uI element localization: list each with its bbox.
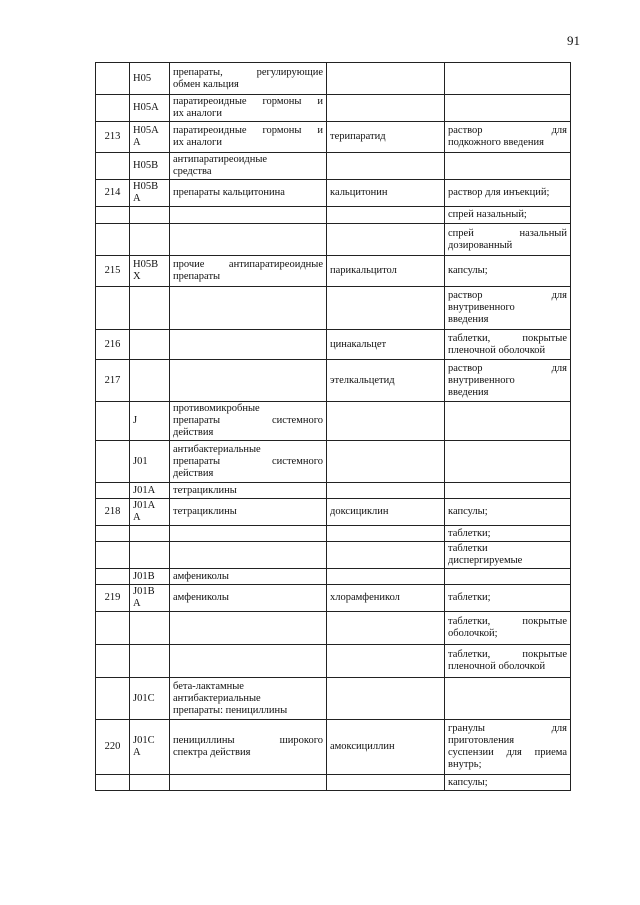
row-number-cell: 216 [96,330,130,360]
table-row [96,542,571,569]
inn-cell: доксициклин [327,499,445,526]
row-number-cell: 218 [96,499,130,526]
row-number-cell: 220 [96,720,130,775]
row-number-cell [96,569,130,585]
row-number-cell [96,526,130,542]
inn-cell [327,441,445,483]
atc-group-cell [170,720,327,775]
cell-line: препараты, регулирующие [173,66,323,78]
atc-code-cell [130,483,170,499]
table-row [96,775,571,791]
dosage-form-cell [445,775,571,791]
cell-line: H05A [133,102,159,113]
cell-line: антипаратиреоидные [173,154,268,165]
atc-code-cell [130,775,170,791]
cell-line: A [133,512,141,523]
row-number-cell [96,63,130,95]
row-number-cell: 217 [96,360,130,402]
atc-code-cell [130,207,170,224]
dosage-form-cell [445,330,571,360]
cell-line: таблетки [448,543,488,554]
cell-line: диспергируемые [448,555,523,566]
cell-line: J01 [133,455,148,467]
atc-code-cell [130,180,170,207]
inn-cell [327,287,445,330]
inn-cell [327,775,445,791]
inn-cell [327,569,445,585]
inn-cell [327,542,445,569]
atc-group-cell [170,612,327,645]
inn-cell [327,153,445,180]
cell-line: амфениколы [173,592,229,603]
cell-line: таблетки; [448,592,491,603]
cell-line: пенициллины широкого [173,735,323,746]
dosage-form-cell [445,499,571,526]
cell-line: спектра действия [173,747,251,758]
cell-line: таблетки, покрытые [448,332,567,344]
row-number-cell [96,645,130,678]
cell-line: действия [173,427,214,438]
row-number-cell [96,483,130,499]
dosage-form-cell [445,585,571,612]
cell-line: внутривенного [448,374,515,386]
table-row [96,441,571,483]
cell-line: раствор для [448,125,567,136]
atc-group-cell [170,499,327,526]
table-row [96,360,571,402]
cell-line: H05B [133,160,159,171]
cell-line: пленочной оболочкой [448,661,546,672]
atc-group-cell [170,360,327,402]
dosage-form-cell [445,207,571,224]
atc-group-cell [170,153,327,180]
cell-line: подкожного введения [448,137,544,148]
inn-cell [327,612,445,645]
inn-cell: терипаратид [327,122,445,153]
table-row [96,207,571,224]
atc-code-cell [130,720,170,775]
cell-line: H05B [133,259,159,270]
row-number-cell [96,224,130,256]
dosage-form-cell [445,483,571,499]
atc-code-cell [130,612,170,645]
row-number-cell: 213 [96,122,130,153]
cell-line: J01C [133,735,155,746]
cell-line: J01B [133,570,155,582]
atc-code-cell [130,122,170,153]
dosage-form-cell [445,720,571,775]
cell-line: дозированный [448,239,513,251]
cell-line: спрей назальный [448,227,567,239]
dosage-form-cell [445,526,571,542]
inn-cell: хлорамфеникол [327,585,445,612]
inn-cell: этелкальцетид [327,360,445,402]
inn-cell [327,526,445,542]
cell-line: гранулы для [448,723,567,734]
inn-cell [327,483,445,499]
cell-line: спрей назальный; [448,209,527,220]
row-number-cell [96,775,130,791]
atc-code-cell [130,526,170,542]
cell-line: таблетки; [448,527,491,539]
cell-line: препараты: пенициллины [173,704,288,716]
cell-line: раствор для [448,362,567,374]
table-row [96,402,571,441]
atc-code-cell [130,330,170,360]
inn-cell [327,207,445,224]
table-row [96,585,571,612]
atc-group-cell [170,207,327,224]
cell-line: введения [448,386,489,398]
atc-group-cell [170,569,327,585]
cell-line: H05A [133,125,159,136]
row-number-cell [96,612,130,645]
cell-line: обмен кальция [173,78,239,90]
inn-cell [327,645,445,678]
atc-group-cell [170,526,327,542]
cell-line: действия [173,467,214,479]
atc-code-cell [130,402,170,441]
cell-line: суспензии для приема [448,747,567,758]
inn-cell: парикальцитол [327,256,445,287]
atc-group-cell [170,180,327,207]
cell-line: противомикробные [173,403,260,414]
row-number-cell: 215 [96,256,130,287]
cell-line: капсулы; [448,776,488,788]
inn-cell [327,95,445,122]
cell-line: их аналоги [173,137,222,148]
dosage-form-cell [445,224,571,256]
cell-line: J01B [133,586,155,597]
table-row [96,224,571,256]
cell-line: тетрациклины [173,506,237,517]
atc-code-cell [130,63,170,95]
table-row [96,95,571,122]
cell-line: A [133,598,141,609]
inn-cell [327,678,445,720]
atc-code-cell [130,645,170,678]
table-row [96,287,571,330]
table-row [96,678,571,720]
atc-group-cell [170,483,327,499]
cell-line: J01A [133,484,156,496]
cell-line: капсулы; [448,265,488,276]
cell-line: X [133,271,141,282]
row-number-cell: 219 [96,585,130,612]
atc-code-cell [130,360,170,402]
cell-line: средства [173,166,212,177]
atc-code-cell [130,287,170,330]
dosage-form-cell [445,287,571,330]
cell-line: J [133,415,138,426]
atc-group-cell [170,542,327,569]
atc-group-cell [170,122,327,153]
row-number-cell [96,441,130,483]
dosage-form-cell [445,153,571,180]
inn-cell [327,63,445,95]
row-number-cell [96,542,130,569]
cell-line: раствор для [448,290,567,301]
cell-line: бета-лактамные [173,680,244,692]
cell-line: таблетки, покрытые [448,649,567,660]
medication-table [95,62,571,791]
table-row [96,180,571,207]
cell-line: паратиреоидные гормоны и [173,96,323,107]
inn-cell [327,224,445,256]
table-row [96,499,571,526]
atc-group-cell [170,441,327,483]
atc-group-cell [170,585,327,612]
atc-group-cell [170,645,327,678]
cell-line: введения [448,314,489,325]
atc-code-cell [130,499,170,526]
atc-group-cell [170,63,327,95]
row-number-cell [96,402,130,441]
cell-line: препараты системного [173,455,323,467]
dosage-form-cell [445,678,571,720]
dosage-form-cell [445,645,571,678]
table-row [96,526,571,542]
atc-code-cell [130,678,170,720]
dosage-form-cell [445,612,571,645]
row-number-cell [96,153,130,180]
dosage-form-cell [445,402,571,441]
table-row [96,612,571,645]
atc-group-cell [170,402,327,441]
row-number-cell: 214 [96,180,130,207]
cell-line: приготовления [448,735,515,746]
atc-group-cell [170,330,327,360]
cell-line: тетрациклины [173,484,237,496]
table-row [96,645,571,678]
cell-line: H05B [133,181,159,192]
inn-cell [327,402,445,441]
page-number: 91 [567,33,580,48]
atc-code-cell [130,542,170,569]
cell-line: капсулы; [448,506,488,517]
cell-line: внутрь; [448,759,482,770]
dosage-form-cell [445,95,571,122]
cell-line: антибактериальные [173,692,261,704]
atc-group-cell [170,287,327,330]
table-row [96,569,571,585]
dosage-form-cell [445,569,571,585]
table-row [96,256,571,287]
atc-group-cell [170,256,327,287]
inn-cell: амоксициллин [327,720,445,775]
atc-group-cell [170,775,327,791]
cell-line: A [133,193,141,204]
atc-code-cell [130,569,170,585]
dosage-form-cell [445,122,571,153]
cell-line: пленочной оболочкой [448,344,546,356]
table-row [96,122,571,153]
cell-line: J01A [133,500,156,511]
cell-line: амфениколы [173,570,229,582]
row-number-cell [96,207,130,224]
atc-code-cell [130,153,170,180]
cell-line: антибактериальные [173,443,261,455]
cell-line: паратиреоидные гормоны и [173,125,323,136]
cell-line: J01C [133,692,155,704]
atc-code-cell [130,256,170,287]
inn-cell: цинакальцет [327,330,445,360]
dosage-form-cell [445,441,571,483]
cell-line: препараты [173,271,221,282]
atc-code-cell [130,441,170,483]
cell-line: их аналоги [173,108,222,119]
cell-line: таблетки, покрытые [448,616,567,627]
inn-cell: кальцитонин [327,180,445,207]
atc-group-cell [170,224,327,256]
dosage-form-cell [445,360,571,402]
row-number-cell [96,287,130,330]
table-row [96,153,571,180]
atc-code-cell [130,224,170,256]
cell-line: внутривенного [448,302,515,313]
dosage-form-cell [445,256,571,287]
table-row [96,330,571,360]
atc-code-cell [130,585,170,612]
atc-group-cell [170,678,327,720]
cell-line: оболочкой; [448,628,498,639]
cell-line: A [133,747,141,758]
cell-line: прочие антипаратиреоидные [173,259,323,270]
table-row [96,63,571,95]
dosage-form-cell [445,542,571,569]
row-number-cell [96,95,130,122]
dosage-form-cell [445,63,571,95]
cell-line: H05 [133,72,152,84]
table-row [96,483,571,499]
cell-line: препараты кальцитонина [173,187,285,198]
atc-group-cell [170,95,327,122]
atc-code-cell [130,95,170,122]
row-number-cell [96,678,130,720]
table-row [96,720,571,775]
dosage-form-cell [445,180,571,207]
cell-line: раствор для инъекций; [448,187,550,198]
cell-line: препараты системного [173,415,323,426]
cell-line: A [133,137,141,148]
